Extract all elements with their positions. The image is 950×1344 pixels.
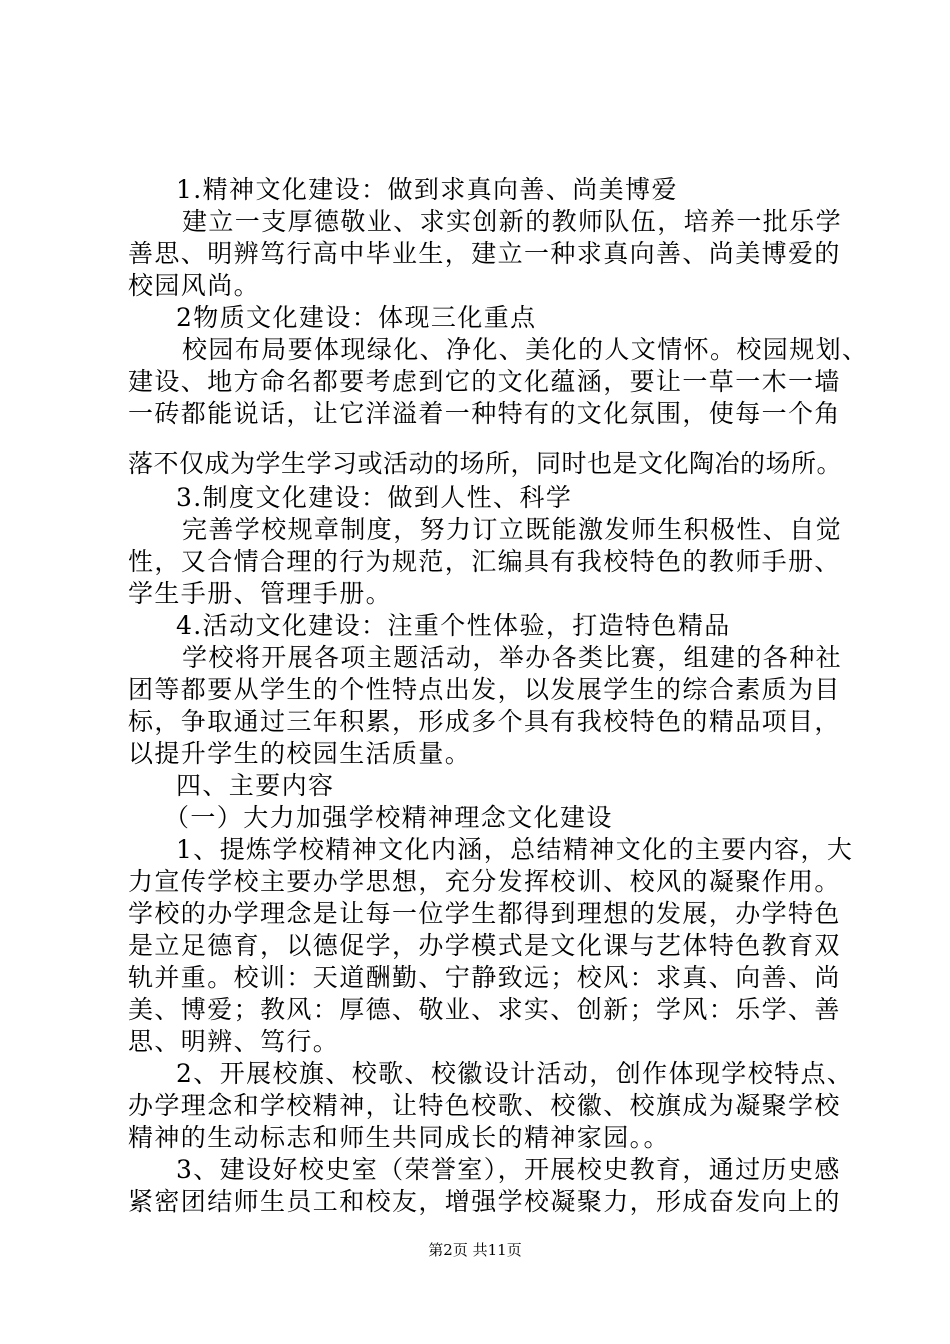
paragraph-line: 思、明辨、笃行。 <box>128 1027 340 1056</box>
paragraph-line: 建立一支厚德敬业、求实创新的教师队伍，培养一批乐学 <box>182 207 843 236</box>
paragraph-line: 团等都要从学生的个性特点出发，以发展学生的综合素质为目 <box>128 675 841 704</box>
paragraph-line: 是立足德育，以德促学，办学模式是文化课与艺体特色教育双 <box>128 931 841 960</box>
paragraph-line: 学校将开展各项主题活动，举办各类比赛，组建的各种社 <box>182 643 843 672</box>
paragraph-line: 落不仅成为学生学习或活动的场所，同时也是文化陶冶的场所。 <box>128 449 843 478</box>
paragraph-line: 1、提炼学校精神文化内涵，总结精神文化的主要内容，大 <box>176 835 854 864</box>
paragraph-line: 学生手册、管理手册。 <box>128 579 393 608</box>
paragraph-line: 标，争取通过三年积累，形成多个具有我校特色的精品项目， <box>128 707 841 736</box>
paragraph-line: 以提升学生的校园生活质量。 <box>128 739 472 768</box>
section-heading-main-content: 四、主要内容 <box>176 771 335 800</box>
heading-spiritual-culture: 1.精神文化建设：做到求真向善、尚美博爱 <box>176 175 678 204</box>
heading-material-culture: 2物质文化建设：体现三化重点 <box>176 303 537 332</box>
page-number-footer: 第2页 共11页 <box>428 1241 522 1259</box>
paragraph-line: 2、开展校旗、校歌、校徽设计活动，创作体现学校特点、 <box>176 1059 854 1088</box>
paragraph-line: 性，又合情合理的行为规范，汇编具有我校特色的教师手册、 <box>128 547 841 576</box>
paragraph-line: 3、建设好校史室（荣誉室），开展校史教育，通过历史感 <box>176 1155 841 1184</box>
paragraph-line: 精神的生动标志和师生共同成长的精神家园。。 <box>128 1123 670 1152</box>
paragraph-line: 美、博爱；教风：厚德、敬业、求实、创新；学风：乐学、善 <box>128 995 841 1024</box>
paragraph-line: 校园布局要体现绿化、净化、美化的人文情怀。校园规划、 <box>182 335 869 364</box>
paragraph-line: 紧密团结师生员工和校友，增强学校凝聚力，形成奋发向上的 <box>128 1187 841 1216</box>
paragraph-line: 善思、明辨笃行高中毕业生，建立一种求真向善、尚美博爱的 <box>128 239 841 268</box>
paragraph-line: 办学理念和学校精神，让特色校歌、校徽、校旗成为凝聚学校 <box>128 1091 841 1120</box>
paragraph-line: 学校的办学理念是让每一位学生都得到理想的发展，办学特色 <box>128 899 841 928</box>
heading-activity-culture: 4.活动文化建设：注重个性体验，打造特色精品 <box>176 611 731 640</box>
paragraph-line: 建设、地方命名都要考虑到它的文化蕴涵，要让一草一木一墙 <box>128 367 841 396</box>
paragraph-line: 力宣传学校主要办学思想，充分发挥校训、校风的凝聚作用。 <box>128 867 841 896</box>
paragraph-line: 轨并重。校训：天道酬勤、宁静致远；校风：求真、向善、尚 <box>128 963 841 992</box>
subsection-heading: （一）大力加强学校精神理念文化建设 <box>164 803 613 832</box>
paragraph-line: 一砖都能说话，让它洋溢着一种特有的文化氛围，使每一个角 <box>128 399 841 428</box>
paragraph-line: 校园风尚。 <box>128 271 261 300</box>
heading-system-culture: 3.制度文化建设：做到人性、科学 <box>176 483 573 512</box>
paragraph-line: 完善学校规章制度，努力订立既能激发师生积极性、自觉 <box>182 515 843 544</box>
